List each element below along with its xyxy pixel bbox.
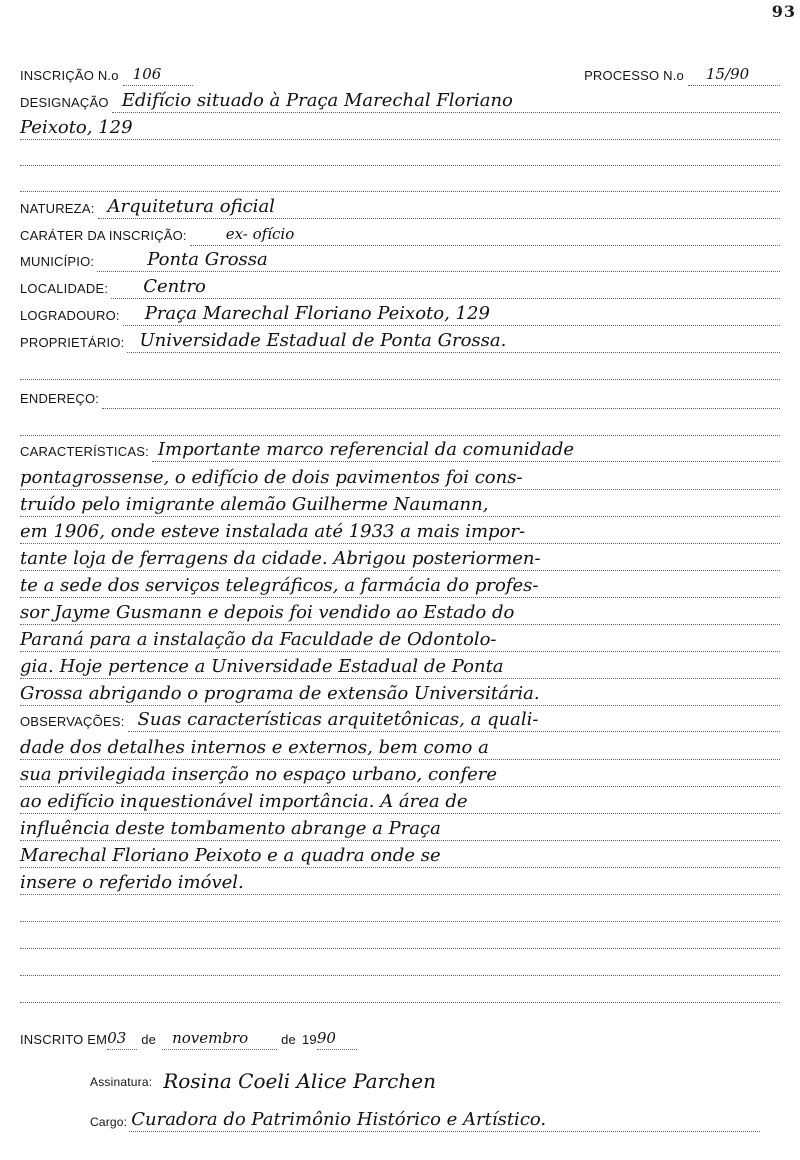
observacoes-line: sua privilegiada inserção no espaço urbano, confere (20, 764, 498, 785)
caracteristicas-line-field (20, 652, 780, 679)
endereco-row (20, 383, 780, 409)
caracteristicas-line: truído pelo imigrante alemão Guilherme Naumann, (20, 494, 489, 515)
natureza-row (20, 193, 780, 219)
natureza-field (98, 192, 780, 219)
caracteristicas-line-field (20, 598, 780, 625)
natureza-value: Arquitetura oficial (107, 196, 275, 217)
caracteristicas-line-field (20, 571, 780, 598)
observacoes-line-field (20, 841, 780, 868)
observacoes-line-field (20, 814, 780, 841)
carater-label: CARÁTER DA INSCRIÇÃO: (20, 228, 187, 243)
caracteristicas-line: Paraná para a instalação da Faculdade de Odontolo- (20, 629, 497, 650)
blank-line (20, 949, 780, 976)
proprietario-label: PROPRIETÁRIO: (20, 335, 125, 350)
localidade-field (111, 272, 780, 299)
cargo-row (90, 1106, 760, 1132)
natureza-label: NATUREZA: (20, 201, 95, 216)
caracteristicas-line: gia. Hoje pertence a Universidade Estadual de Ponta (20, 656, 504, 677)
proprietario-value: Universidade Estadual de Ponta Grossa. (139, 330, 507, 351)
municipio-row (20, 246, 780, 272)
caracteristicas-field (152, 435, 780, 462)
processo-label: PROCESSO N.o (584, 68, 684, 83)
caracteristicas-line: pontagrossense, o edifício de dois pavimentos foi cons- (20, 467, 523, 488)
inscrito-de-label: de (281, 1032, 296, 1047)
observacoes-line: influência deste tombamento abrange a Praça (20, 818, 441, 839)
assinatura-row (90, 1066, 740, 1092)
blank-line (20, 353, 780, 380)
assinatura-label: Assinatura: (90, 1075, 153, 1089)
caracteristicas-line: Importante marco referencial da comunidade (157, 439, 575, 460)
inscricao-value: 106 (132, 65, 162, 83)
inscrito-day-field (107, 1023, 137, 1050)
observacoes-line: Suas características arquitetônicas, a quali- (137, 709, 539, 730)
blank-line (20, 165, 780, 192)
processo-field (688, 59, 780, 86)
caracteristicas-line: sor Jayme Gusmann e depois foi vendido ao Estado do (20, 602, 515, 623)
designacao-row (20, 87, 780, 113)
inscrito-year-field (317, 1023, 357, 1050)
signature: Rosina Coeli Alice Parchen (163, 1069, 436, 1093)
caracteristicas-label: CARACTERÍSTICAS: (20, 444, 149, 459)
observacoes-line-field (20, 868, 780, 895)
localidade-row (20, 273, 780, 299)
logradouro-row (20, 300, 780, 326)
caracteristicas-line-field (20, 625, 780, 652)
blank-line (20, 976, 780, 1003)
observacoes-label: OBSERVAÇÕES: (20, 714, 125, 729)
cargo-value: Curadora do Patrimônio Histórico e Artístico. (131, 1109, 547, 1130)
processo-value: 15/90 (706, 65, 750, 83)
proprietario-row (20, 327, 780, 353)
observacoes-field (128, 705, 780, 732)
cargo-label: Cargo: (90, 1115, 128, 1129)
header-row (20, 60, 780, 86)
designacao-line-1: Edifício situado à Praça Marechal Floriano (121, 90, 513, 111)
caracteristicas-line-field (20, 463, 780, 490)
observacoes-line: dade dos detalhes internos e externos, bem como a (20, 737, 489, 758)
caracteristicas-line: em 1906, onde esteve instalada até 1933 a mais impor- (20, 521, 526, 542)
blank-line (20, 139, 780, 166)
municipio-field (97, 245, 780, 272)
caracteristicas-line: Grossa abrigando o programa de extensão Universitária. (20, 683, 540, 704)
inscrito-row (20, 1024, 357, 1050)
localidade-value: Centro (143, 276, 206, 297)
blank-line (20, 895, 780, 922)
inscrito-de-label: de (141, 1032, 157, 1047)
municipio-label: MUNICÍPIO: (20, 254, 95, 269)
caracteristicas-line-field (20, 544, 780, 571)
designacao-label: DESIGNAÇÃO (20, 95, 109, 110)
designacao-line-2-field (20, 113, 780, 140)
inscrito-month-field (162, 1023, 277, 1050)
proprietario-field (127, 326, 780, 353)
inscrito-year-prefix: 19 (301, 1032, 317, 1047)
inscricao-label: INSCRIÇÃO N.o (20, 68, 119, 83)
caracteristicas-row (20, 436, 780, 462)
carater-value: ex- ofício (225, 225, 295, 243)
logradouro-label: LOGRADOURO: (20, 308, 120, 323)
inscrito-year-suffix: 90 (316, 1029, 336, 1047)
logradouro-value: Praça Marechal Floriano Peixoto, 129 (144, 303, 490, 324)
observacoes-line: Marechal Floriano Peixoto e a quadra onde se (20, 845, 441, 866)
observacoes-line-field (20, 760, 780, 787)
observacoes-line-field (20, 733, 780, 760)
endereco-field (102, 382, 780, 409)
endereco-label: ENDEREÇO: (20, 391, 100, 406)
caracteristicas-line-field (20, 679, 780, 706)
municipio-value: Ponta Grossa (147, 249, 268, 270)
designacao-line-2: Peixoto, 129 (20, 117, 133, 138)
observacoes-line-field (20, 787, 780, 814)
caracteristicas-line-field (20, 490, 780, 517)
page-number: 93 (771, 2, 796, 21)
inscrito-label: INSCRITO EM (20, 1032, 108, 1047)
inscrito-month: novembro (172, 1029, 249, 1047)
localidade-label: LOCALIDADE: (20, 281, 109, 296)
inscrito-day: 03 (107, 1029, 127, 1047)
caracteristicas-line: tante loja de ferragens da cidade. Abrigou posteriormen- (20, 548, 541, 569)
logradouro-field (123, 299, 780, 326)
observacoes-line: insere o referido imóvel. (20, 872, 244, 893)
caracteristicas-line-field (20, 517, 780, 544)
inscricao-field (123, 59, 193, 86)
assinatura-field (155, 1066, 740, 1092)
observacoes-row (20, 706, 780, 732)
cargo-field (129, 1105, 760, 1132)
blank-line (20, 409, 780, 436)
designacao-field (112, 86, 780, 113)
observacoes-line: ao edifício inquestionável importância. A área de (20, 791, 468, 812)
carater-field (190, 219, 780, 246)
carater-row (20, 220, 780, 246)
blank-line (20, 922, 780, 949)
caracteristicas-line: te a sede dos serviços telegráficos, a farmácia do profes- (20, 575, 539, 596)
